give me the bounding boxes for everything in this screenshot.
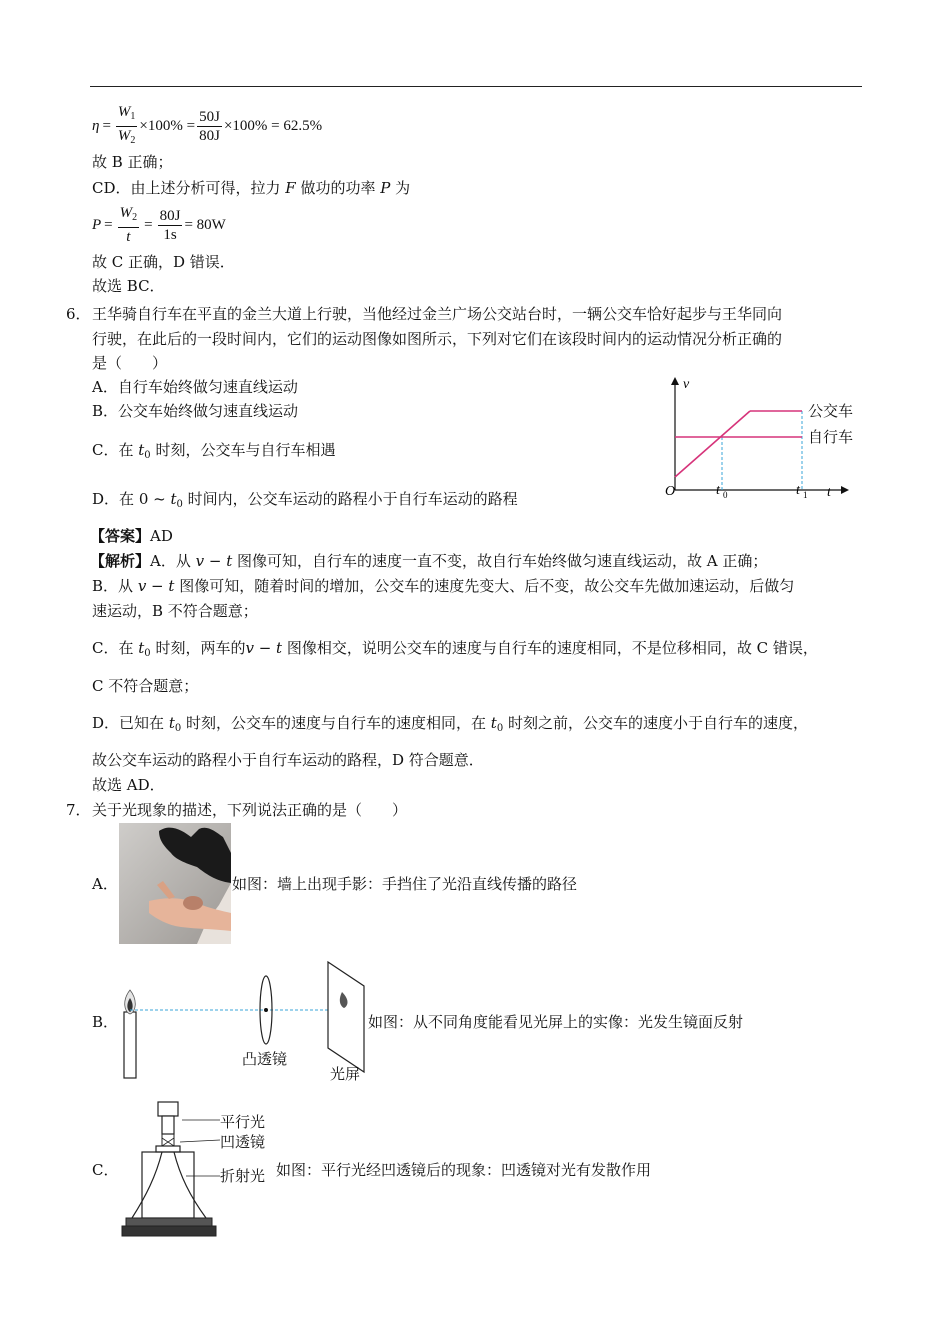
- q7-number: 7．: [66, 801, 91, 819]
- t0-tick-label: t: [716, 483, 720, 498]
- q5-line-cd: CD．由上述分析可得，拉力 F 做功的功率 P 为: [92, 179, 411, 197]
- q7-b-screen-label: 光屏: [330, 1065, 361, 1083]
- candle: [124, 1012, 136, 1078]
- t0-tick-sub: 0: [723, 490, 728, 500]
- q6-option-d: D．在 0 ~ $t_0$ 时间内，公交车运动的路程小于自行车运动的路程: [92, 490, 518, 510]
- fraction-w1-w2: $\frac{W_1}{W_2}$: [117, 104, 136, 146]
- concave-lens-diagram: [116, 1096, 226, 1238]
- stand-top: [126, 1218, 212, 1226]
- legend-bike: 自行车: [808, 428, 854, 446]
- q7-c-text: 如图：平行光经凹透镜后的现象：凹透镜对光有发散作用: [276, 1161, 652, 1179]
- v-axis-arrow: [671, 377, 679, 385]
- v-axis-label: v: [683, 377, 690, 392]
- q6-option-a: A．自行车始终做匀速直线运动: [92, 378, 298, 396]
- q7-a-text: 如图：墙上出现手影：手挡住了光沿直线传播的路径: [232, 875, 578, 893]
- q6-analysis-b2: 速运动，B 不符合题意；: [92, 602, 258, 620]
- q6-option-c: C．在 $t_0$ 时刻，公交车与自行车相遇: [92, 441, 336, 461]
- q5-line-c: 故 C 正确，D 错误．: [92, 253, 235, 271]
- q6-final: 故选 AD．: [92, 776, 165, 794]
- q6-option-b: B．公交车始终做匀速直线运动: [92, 402, 299, 420]
- q7-c-refracted-label: 折射光: [220, 1167, 266, 1185]
- q7-c-concave-label: 凹透镜: [220, 1133, 266, 1151]
- bus-accel-line: [675, 411, 750, 477]
- legend-bus: 公交车: [808, 402, 854, 420]
- t-axis-label: t: [827, 485, 831, 500]
- t1-tick-sub: 1: [803, 490, 808, 500]
- q7-a-label: A．: [92, 875, 118, 893]
- q6-analysis-a: 【解析】A．从 v − t 图像可知，自行车的速度一直不变，故自行车始终做匀速直线运动，故 A 正确；: [90, 552, 768, 570]
- concave-lens: [156, 1146, 180, 1152]
- q6-number: 6．: [66, 305, 91, 323]
- q6-answer: 【答案】AD: [90, 527, 173, 545]
- q6-analysis-d2: 故公交车运动的路程小于自行车运动的路程，D 符合题意．: [92, 751, 484, 769]
- q7-c-label: C．: [92, 1161, 119, 1179]
- q6-analysis-c: C．在 $t_0$ 时刻，两车的v − t 图像相交，说明公交车的速度与自行车的速度相同，不是位移相同，故 C 错误，: [92, 639, 818, 659]
- q6-stem-3: 是（ ）: [92, 354, 168, 372]
- q6-analysis-b: B．从 v − t 图像可知，随着时间的增加，公交车的速度先变大、后不变，故公交车先做加速运动，后做匀: [92, 577, 795, 595]
- light-screen: [328, 962, 364, 1072]
- q6-stem-1: 王华骑自行车在平直的金兰大道上行驶，当他经过金兰广场公交站台时，一辆公交车恰好起步与王华同向: [92, 305, 783, 323]
- q6-stem-2: 行驶，在此后的一段时间内，它们的运动图像如图所示，下列对它们在该段时间内的运动情况分析正确的: [92, 330, 783, 348]
- q5-answer: 故选 BC．: [92, 277, 165, 295]
- q7-b-label: B．: [92, 1013, 119, 1031]
- origin-label: O: [665, 484, 676, 499]
- q7-b-lens-label: 凸透镜: [242, 1050, 288, 1068]
- hand-shadow-photo: [119, 823, 231, 944]
- q7-b-text: 如图：从不同角度能看见光屏上的实像：光发生镜面反射: [368, 1013, 744, 1031]
- q5-line-b: 故 B 正确；: [92, 153, 173, 171]
- q7-c-parallel-label: 平行光: [220, 1113, 266, 1131]
- t-axis-arrow: [841, 486, 849, 494]
- fraction-50-80: $\frac{50J}{80J}$: [199, 109, 220, 144]
- power-formula: P = $\frac{W_2}{t}$ = $\frac{80J}{1s}$ = 80W: [92, 205, 226, 245]
- eta-symbol: η: [92, 118, 100, 134]
- header-rule: [90, 86, 862, 87]
- q7-stem: 关于光现象的描述，下列说法正确的是（ ）: [92, 801, 408, 819]
- q6-analysis-d: D．已知在 $t_0$ 时刻，公交车的速度与自行车的速度相同，在 $t_0$ 时刻之前，公交车的速度小于自行车的速度，: [92, 714, 808, 734]
- t1-tick-label: t: [796, 483, 800, 498]
- efficiency-formula: η = $\frac{W_1}{W_2}$ ×100% = $\frac{50J}{80J}$ ×100% = 62.5%: [92, 103, 322, 150]
- stand-base: [122, 1226, 216, 1236]
- light-source: [158, 1102, 178, 1116]
- q6-analysis-c2: C 不符合题意；: [92, 677, 199, 695]
